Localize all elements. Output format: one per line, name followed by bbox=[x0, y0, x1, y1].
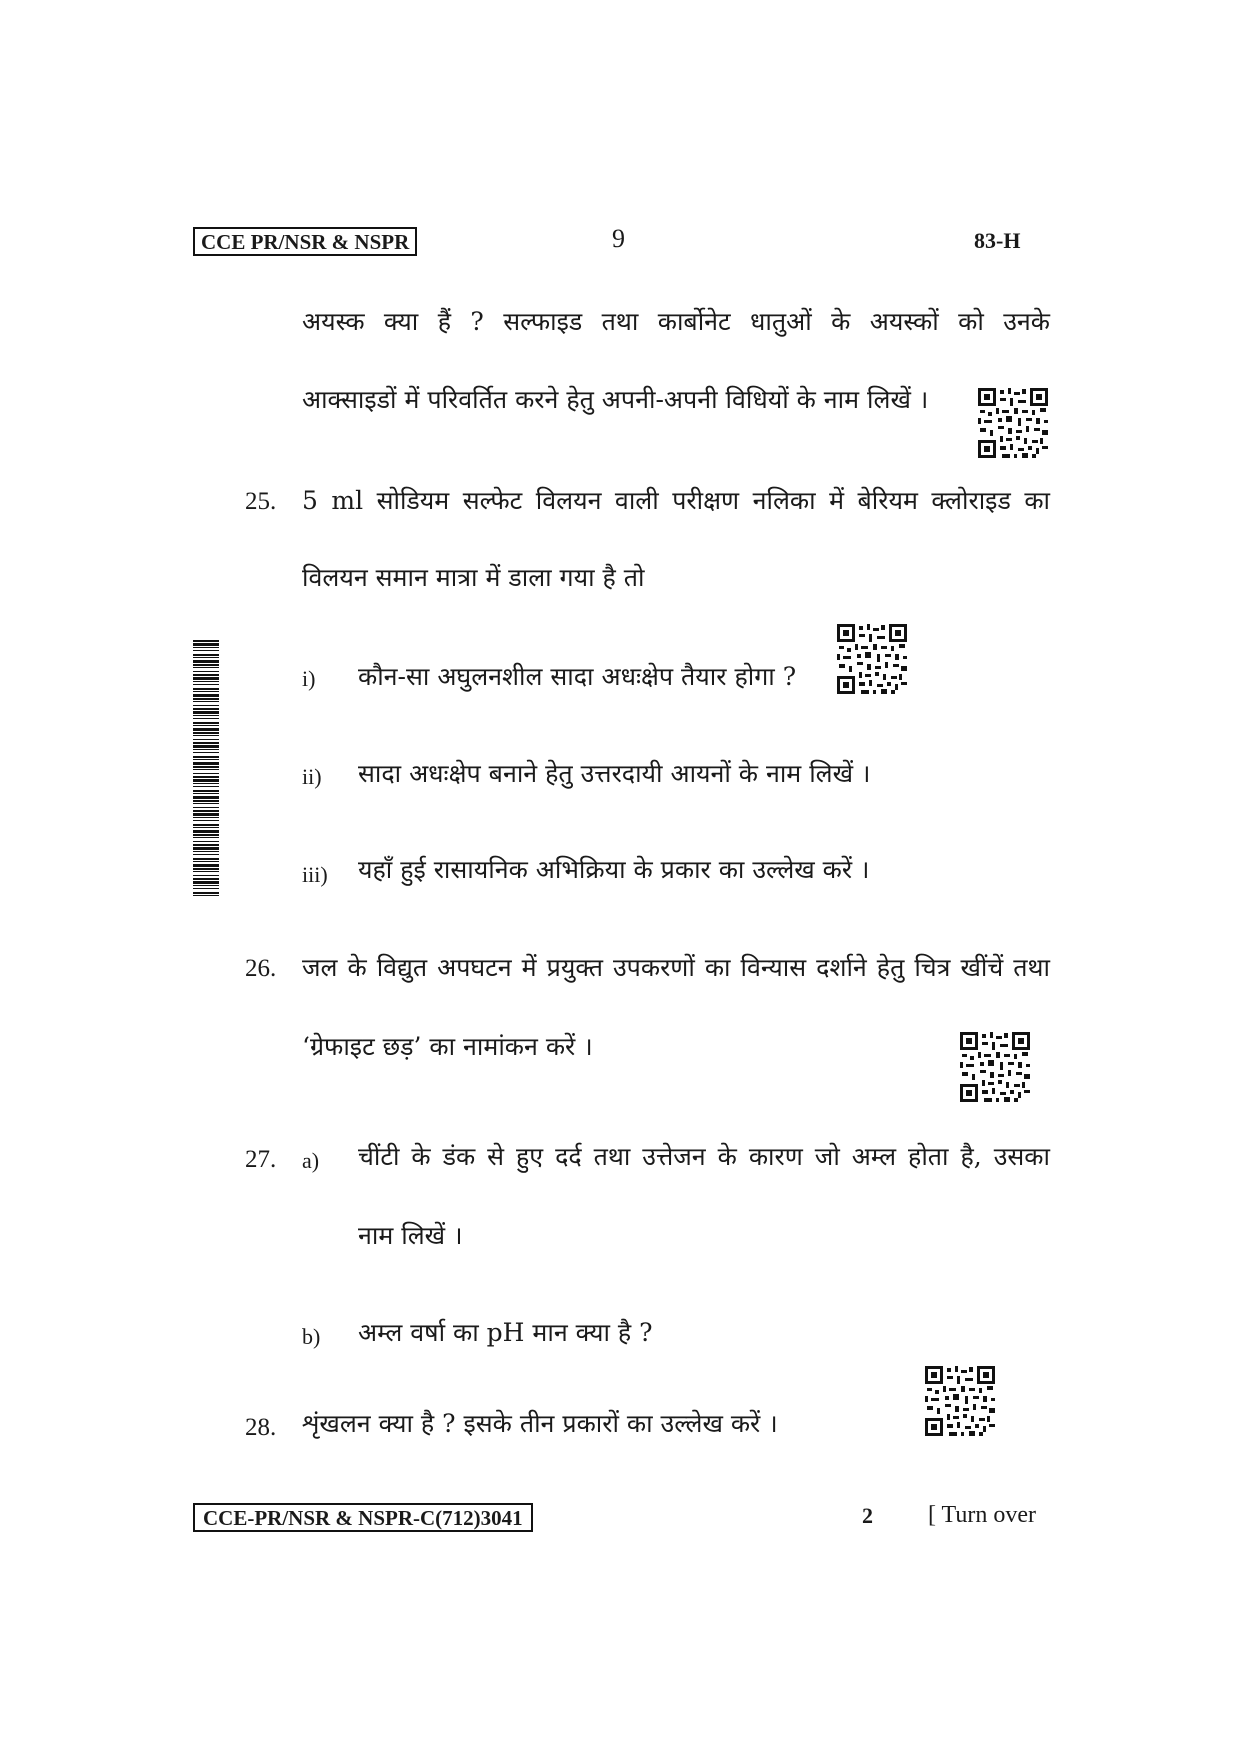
qr-code-icon bbox=[836, 624, 908, 694]
q27-part-b-label: b) bbox=[302, 1324, 321, 1349]
q27-part-a-line-1: चींटी के डंक से हुए दर्द तथा उत्तेजन के कारण जो अम्ल होता है, उसका bbox=[358, 1142, 1050, 1171]
q24-line-2: आक्साइडों में परिवर्तित करने हेतु अपनी-अपनी विधियों के नाम लिखें । bbox=[302, 385, 929, 414]
q25-number: 25. bbox=[245, 488, 277, 515]
q26-line-2: ‘ग्रेफाइट छड़’ का नामांकन करें । bbox=[302, 1032, 593, 1061]
q27-number: 27. bbox=[245, 1146, 277, 1173]
q25-part-i-label: i) bbox=[302, 666, 316, 691]
q25-part-ii-text: सादा अधःक्षेप बनाने हेतु उत्तरदायी आयनों के नाम लिखें । bbox=[358, 759, 871, 788]
qr-code-icon bbox=[960, 1032, 1030, 1102]
q27-part-a-line-2: नाम लिखें । bbox=[358, 1221, 463, 1250]
q25-part-iii-label: iii) bbox=[302, 862, 328, 887]
series-code: CCE PR/NSR & NSPR bbox=[193, 227, 417, 256]
q27-part-a-label: a) bbox=[302, 1148, 320, 1173]
q27-part-b-text: अम्ल वर्षा का pH मान क्या है ? bbox=[358, 1318, 653, 1347]
q25-part-iii-text: यहाँ हुई रासायनिक अभिक्रिया के प्रकार का उल्लेख करें । bbox=[358, 855, 870, 884]
qr-code-icon bbox=[978, 388, 1048, 458]
turn-over-label: [ Turn over bbox=[928, 1502, 1037, 1528]
footer-code: CCE-PR/NSR & NSPR-C(712)3041 bbox=[193, 1503, 533, 1532]
q24-line-1: अयस्क क्या हैं ? सल्फाइड तथा कार्बोनेट धातुओं के अयस्कों को उनके bbox=[302, 307, 1050, 336]
q28-number: 28. bbox=[245, 1414, 277, 1441]
page-number: 9 bbox=[612, 224, 625, 253]
q28-text: शृंखलन क्या है ? इसके तीन प्रकारों का उल्लेख करें । bbox=[302, 1409, 778, 1438]
paper-code: 83-H bbox=[974, 228, 1021, 253]
sheet-number: 2 bbox=[862, 1503, 873, 1528]
q25-part-i-text: कौन-सा अघुलनशील सादा अधःक्षेप तैयार होगा ? bbox=[358, 662, 797, 691]
q25-line-1: 5 ml सोडियम सल्फेट विलयन वाली परीक्षण नलिका में बेरियम क्लोराइड का bbox=[302, 486, 1050, 515]
barcode-icon bbox=[193, 640, 219, 896]
qr-code-icon bbox=[924, 1366, 996, 1436]
q26-number: 26. bbox=[245, 955, 277, 982]
q25-part-ii-label: ii) bbox=[302, 764, 322, 789]
q26-line-1: जल के विद्युत अपघटन में प्रयुक्त उपकरणों का विन्यास दर्शाने हेतु चित्र खींचें तथा bbox=[302, 953, 1050, 982]
q25-line-2: विलयन समान मात्रा में डाला गया है तो bbox=[302, 563, 645, 592]
